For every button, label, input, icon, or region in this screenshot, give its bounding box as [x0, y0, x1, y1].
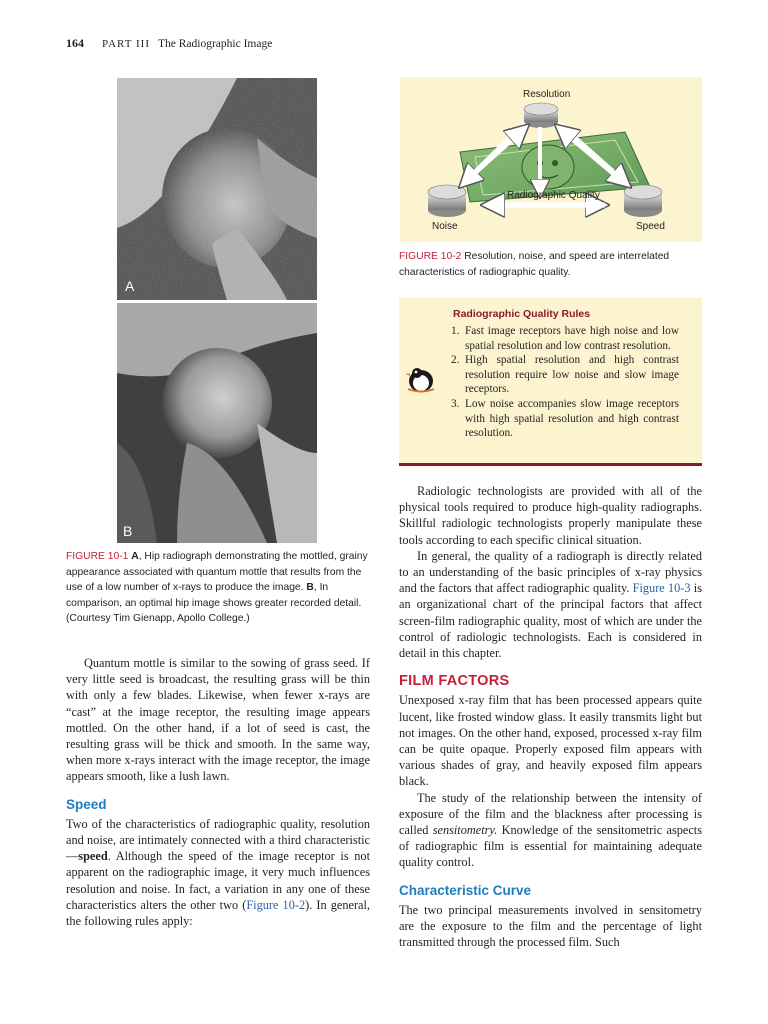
- coin-stack-left: [428, 185, 466, 217]
- diagram-speed-label: Speed: [636, 221, 665, 232]
- film-text-a: The study of the relationship between the intensity of exposure of the film and the blackness after processing is called: [399, 790, 702, 838]
- xray-image-a: [117, 78, 317, 300]
- speed-text-a: Two of the characteristics of radiographic quality, resolution and noise, are intimately connected with a third characteristic—: [66, 816, 370, 864]
- caption-b-text: , In comparison, an optimal hip image shows greater recorded detail. (Courtesy Tim Gienapp, Apollo College.): [66, 582, 362, 624]
- chapter-title: The Radiographic Image: [158, 38, 273, 50]
- caption-a-text: , Hip radiograph demonstrating the mottled, grainy appearance associated with quantum mottle that results from the use of a low number of x-rays to produce the image.: [66, 551, 368, 593]
- speed-paragraph: [66, 816, 370, 929]
- left-column: [66, 655, 370, 929]
- film-paragraph-1: Unexposed x-ray film that has been processed appears quite lucent, like frosted window glass. It easily transmits light but not images. On the other hand, exposed, processed x-ray film can be quite opaque. Properly exposed film appears with various shades of gray, and heavily exposed film appears black.: [399, 693, 702, 789]
- speed-term: speed: [78, 849, 108, 864]
- hip-radiograph-a: [117, 78, 317, 300]
- rule-item: [451, 397, 679, 441]
- figure-10-2-link[interactable]: Figure 10-2: [246, 897, 306, 912]
- xray-image-b: [117, 303, 317, 543]
- hip-radiograph-b: [117, 303, 317, 543]
- diagram-noise-label: Noise: [432, 221, 458, 232]
- rule-number: 1.: [451, 325, 460, 337]
- rules-list: [451, 324, 679, 441]
- diagram-quality-label: Radiographic Quality: [507, 190, 600, 201]
- rule-text: Low noise accompanies slow image receptors with high spatial resolution and high contrast resolution.: [465, 397, 679, 440]
- film-text-b: Knowledge of the sensitometric aspects of radiographic film is essential for maintaining adequate quality control.: [399, 823, 702, 870]
- rule-text: High spatial resolution and high contrast resolution require low noise and slow image receptors.: [465, 354, 679, 396]
- figure-10-1-label: FIGURE 10-1: [66, 551, 129, 562]
- rule-number: 2.: [451, 354, 460, 367]
- page-number: 164: [66, 36, 84, 50]
- part-label: PART III: [102, 38, 150, 50]
- running-header: [66, 36, 272, 51]
- figure-10-2-diagram: [400, 77, 702, 242]
- figure-10-1-caption: [66, 549, 371, 627]
- rule-item: [451, 324, 679, 353]
- characteristic-curve-heading: Characteristic Curve: [399, 882, 532, 898]
- rule-item: [451, 353, 679, 397]
- figure-10-3-link[interactable]: Figure 10-3: [632, 581, 691, 596]
- curve-paragraph: The two principal measurements involved in sensitometry are the exposure to the film and the percentage of light transmitted through the processed film. Such: [399, 902, 702, 950]
- rule-number: 3.: [451, 397, 460, 410]
- caption-b-label: B: [306, 582, 314, 593]
- right-column: [399, 483, 702, 950]
- diagram-resolution-label: Resolution: [523, 89, 571, 100]
- caption-a-label: A: [131, 551, 139, 562]
- rules-title: Radiographic Quality Rules: [453, 308, 591, 320]
- coin-stack-top: [524, 103, 558, 128]
- figure-10-2-caption: [399, 249, 702, 280]
- rule-text: Fast image receptors have high noise and low spatial resolution and low contrast resolution.: [465, 325, 679, 352]
- coin-stack-right: [624, 185, 662, 217]
- quantum-mottle-paragraph: Quantum mottle is similar to the sowing of grass seed. If very little seed is broadcast, the resulting grass will be thin with only a few blades. Likewise, when fewer x-rays are “cast” at the image receptor, the resulting image appears mottled. On the other hand, if a lot of seed is cast, the resulting grass will be thick and smooth. In the same way, when more x-rays interact with the image receptor, the image appears smooth, like a lush lawn.: [66, 656, 370, 784]
- sensitometry-term: sensitometry.: [432, 823, 498, 838]
- tools-paragraph: Radiologic technologists are provided with all of the physical tools required to produce high-quality radiographs. Skillful radiologic technologists properly manipulate these tools according to each specific clinical situation.: [399, 484, 702, 547]
- quality-text-a: In general, the quality of a radiograph is directly related to an understanding of the basic principles of x-ray physics and the factors that affect radiographic quality.: [399, 548, 702, 596]
- quality-triangle-graphic: [400, 77, 702, 242]
- panel-a-label: A: [125, 278, 135, 294]
- quality-text-b: is an organizational chart of the principal factors that affect screen-film radiographic quality, most of which are under the control of radiologic technologists. Each is considered in detail in this chapter.: [399, 581, 702, 661]
- film-factors-heading: FILM FACTORS: [399, 673, 510, 690]
- figure-10-2-caption-text: Resolution, noise, and speed are interrelated characteristics of radiographic quality.: [399, 251, 670, 278]
- panel-b-label: B: [123, 523, 133, 539]
- speed-heading: Speed: [66, 796, 107, 812]
- speed-text-b: . Although the speed of the image receptor is not apparent on the radiographic image, it very much influences resolution and noise. In fact, a variation in any one of these characteristics alters the other two (: [66, 849, 370, 912]
- penguin-icon: [404, 361, 438, 400]
- quality-rules-box: [399, 298, 702, 466]
- film-paragraph-2: [399, 790, 702, 871]
- quality-paragraph: [399, 548, 702, 661]
- figure-10-2-label: FIGURE 10-2: [399, 251, 462, 262]
- speed-text-c: ). In general, the following rules apply:: [66, 897, 370, 929]
